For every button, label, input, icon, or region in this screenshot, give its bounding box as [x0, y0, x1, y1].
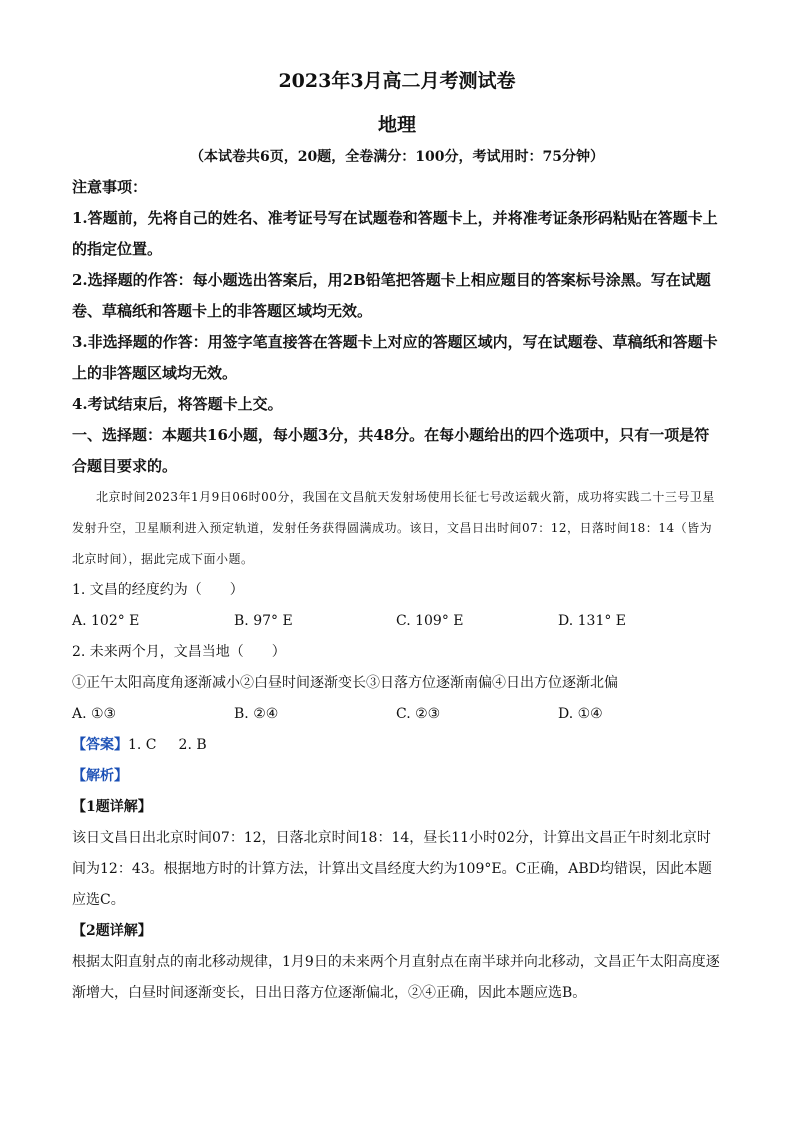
- option-d: D. ①④: [558, 706, 603, 722]
- q2-detail-text: 根据太阳直射点的南北移动规律，1月9日的未来两个月直射点在南半球并向北移动，文昌正午太阳高度逐渐增大，白昼时间逐渐变长，日出日落方位逐渐偏北，②④正确，因此本题应选B。: [72, 954, 720, 1001]
- answer-line: [72, 730, 722, 761]
- notice-heading: 注意事项：: [72, 178, 148, 196]
- option-a: A. 102° E: [72, 613, 140, 629]
- subject-title: 地理: [377, 114, 416, 136]
- q1-detail-tag: 【1题详解】: [72, 799, 152, 815]
- notice-item-4: 4.考试结束后，将答题卡上交。: [72, 395, 283, 413]
- question-2-stem: 2. 未来两个月，文昌当地（ ）: [72, 644, 286, 660]
- option-b: B. ②④: [234, 706, 279, 722]
- question-passage: 北京时间2023年1月9日06时00分，我国在文昌航天发射场使用长征七号改运载火箭，成功将实践二十三号卫星发射升空，卫星顺利进入预定轨道，发射任务获得圆满成功。该日，文昌日出时间07：12，日落时间18：14（皆为北京时间），据此完成下面小题。: [72, 490, 715, 566]
- q1-detail-text: 该日文昌日出北京时间07：12，日落北京时间18：14，昼长11小时02分，计算出文昌正午时刻北京时间为12：43。根据地方时的计算方法，计算出文昌经度大约为109°E。C正确，ABD均错误，因此本题应选C。: [72, 830, 712, 908]
- question-2-statement: ①正午太阳高度角逐渐减小②白昼时间逐渐变长③日落方位逐渐南偏④日出方位逐渐北偏: [72, 675, 618, 691]
- question-2-options: [72, 699, 722, 730]
- answer-2: 2. B: [178, 737, 207, 753]
- option-c: C. ②③: [396, 706, 441, 722]
- question-1-options: [72, 606, 722, 637]
- q2-detail-tag: 【2题详解】: [72, 923, 152, 939]
- option-c: C. 109° E: [396, 613, 464, 629]
- option-a: A. ①③: [72, 706, 117, 722]
- notice-item-3: 3.非选择题的作答：用签字笔直接答在答题卡上对应的答题区域内，写在试题卷、草稿纸和答题卡上的非答题区域均无效。: [72, 333, 718, 382]
- answer-1: 1. C: [128, 737, 157, 753]
- notice-item-1: 1.答题前，先将自己的姓名、准考证号写在试题卷和答题卡上，并将准考证条形码粘贴在答题卡上的指定位置。: [72, 209, 718, 258]
- question-1-stem: 1. 文昌的经度约为（ ）: [72, 582, 244, 598]
- answer-tag: 【答案】: [72, 737, 128, 753]
- option-d: D. 131° E: [558, 613, 627, 629]
- exam-meta: （本试卷共6页，20题，全卷满分：100分，考试用时：75分钟）: [190, 149, 604, 165]
- section-heading: 一、选择题：本题共16小题，每小题3分，共48分。在每小题给出的四个选项中，只有一项是符合题目要求的。: [72, 426, 710, 475]
- option-b: B. 97° E: [234, 613, 293, 629]
- analysis-tag: 【解析】: [72, 768, 128, 784]
- exam-page: [72, 66, 722, 1009]
- notice-item-2: 2.选择题的作答：每小题选出答案后，用2B铅笔把答题卡上相应题目的答案标号涂黑。写在试题卷、草稿纸和答题卡上的非答题区域均无效。: [72, 271, 711, 320]
- exam-title: 2023年3月高二月考测试卷: [278, 70, 516, 92]
